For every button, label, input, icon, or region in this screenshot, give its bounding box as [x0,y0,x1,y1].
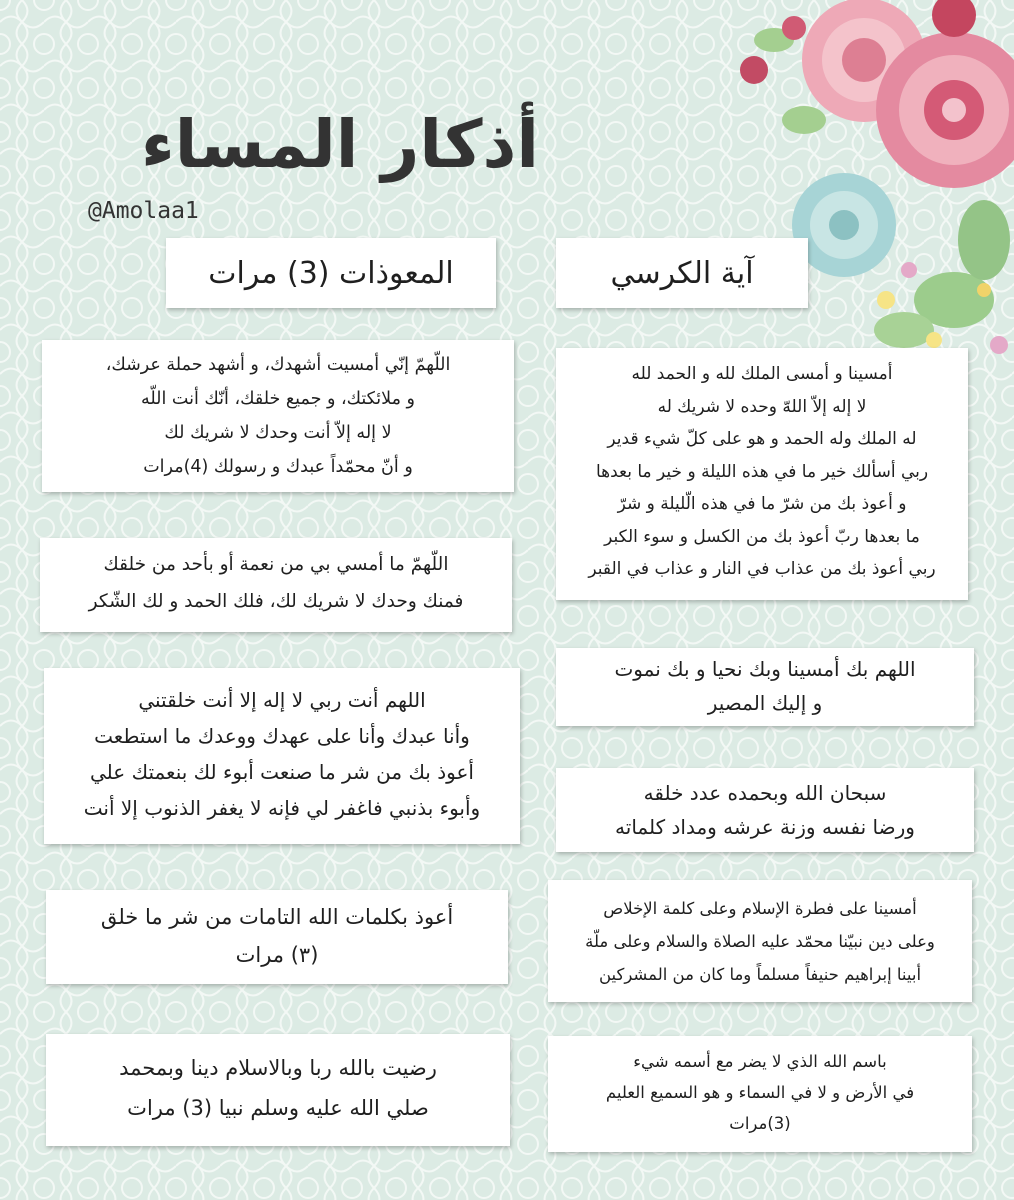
dhikr-line: اللهم بك أمسينا وبك نحيا و بك نموت [614,657,916,681]
dhikr-line: و أعوذ بك من شرّ ما في هذه الّليلة و شرّ [617,494,907,514]
dhikr-line: ما بعدها ربّ أعوذ بك من الكسل و سوء الكبر [604,526,920,547]
dhikr-line: في الأرض و لا في السماء و هو السميع العليم [605,1083,915,1102]
dhikr-line: ورضا نفسه وزنة عرشه ومداد كلماته [615,815,915,839]
dhikr-card-left-5 [46,1034,510,1146]
heading-left-label: المعوذات (3) مرات [208,255,454,291]
dhikr-card-right-3 [556,768,974,852]
dhikr-line: ربي أسألك خير ما في هذه الليلة و خير ما بعدها [595,461,929,482]
dhikr-line: باسم الله الذي لا يضر مع أسمه شيء [633,1052,887,1071]
page-title: أذكار المساء [141,106,539,183]
dhikr-line: له الملك وله الحمد و هو على كلّ شيء قدير [607,429,917,449]
dhikr-line: رضيت بالله ربا وبالاسلام دينا وبمحمد [119,1056,437,1080]
dhikr-line: أمسينا و أمسى الملك لله و الحمد لله [631,364,893,384]
dhikr-line: لا إله إلاّ أنت وحدك لا شريك لك [164,423,392,443]
dhikr-line: أعوذ بكلمات الله التامات من شر ما خلق [100,905,454,929]
dhikr-card-left-2 [40,538,512,632]
dhikr-line: و أنّ محمّداً عبدك و رسولك (4)مرات [143,457,413,477]
dhikr-line: و إليك المصير [707,691,823,715]
dhikr-card-left-1 [42,340,514,492]
dhikr-card-right-1 [556,348,968,600]
dhikr-line: وعلى دين نبيّنا محمّد عليه الصلاة والسلام وعلى ملّة [585,932,935,951]
dhikr-line: سبحان الله وبحمده عدد خلقه [643,781,887,805]
dhikr-line: لا إله إلاّ اللهّ وحده لا شريك له [657,396,867,417]
dhikr-line: ربي أعوذ بك من عذاب في النار و عذاب في القبر [588,559,936,579]
dhikr-line: وأبوء بذنبي فاغفر لي فإنه لا يغفر الذنوب إلا أنت [83,796,481,820]
dhikr-card-right-4 [548,880,972,1002]
dhikr-line: أبينا إبراهيم حنيفاً مسلماً وما كان من المشركين [598,965,922,984]
dhikr-line: فمنك وحدك لا شريك لك، فلك الحمد و لك الشّكر [88,591,464,612]
dhikr-card-right-2 [556,648,974,726]
dhikr-line: صلي الله عليه وسلم نبيا (3) مرات [127,1096,429,1120]
dhikr-line: وأنا عبدك وأنا على عهدك ووعدك ما استطعت [94,724,470,748]
author-handle: @Amolaa1 [88,198,199,224]
heading-ayat-al-kursi [556,238,808,308]
dhikr-line: (٣) مرات [235,943,319,967]
dhikr-line: و ملائكتك، و جميع خلقك، أنّك أنت اللّه [140,389,416,409]
heading-al-muawwidhat [166,238,496,308]
dhikr-line: اللهم أنت ربي لا إله إلا أنت خلقتني [138,688,426,712]
dhikr-line: أعوذ بك من شر ما صنعت أبوء لك بنعمتك علي [90,760,474,784]
dhikr-line: اللّهمّ إنّي أمسيت أشهدك، و أشهد حملة عرشك، [105,355,451,375]
dhikr-card-left-4 [46,890,508,984]
dhikr-card-right-5 [548,1036,972,1152]
heading-right-label: آية الكرسي [610,255,754,291]
dhikr-line: أمسينا على فطرة الإسلام وعلى كلمة الإخلاص [603,899,917,918]
dhikr-line: اللّهمّ ما أمسي بي من نعمة أو بأحد من خلقك [103,554,449,575]
dhikr-line: (3)مرات [729,1114,791,1133]
dhikr-card-left-3 [44,668,520,844]
